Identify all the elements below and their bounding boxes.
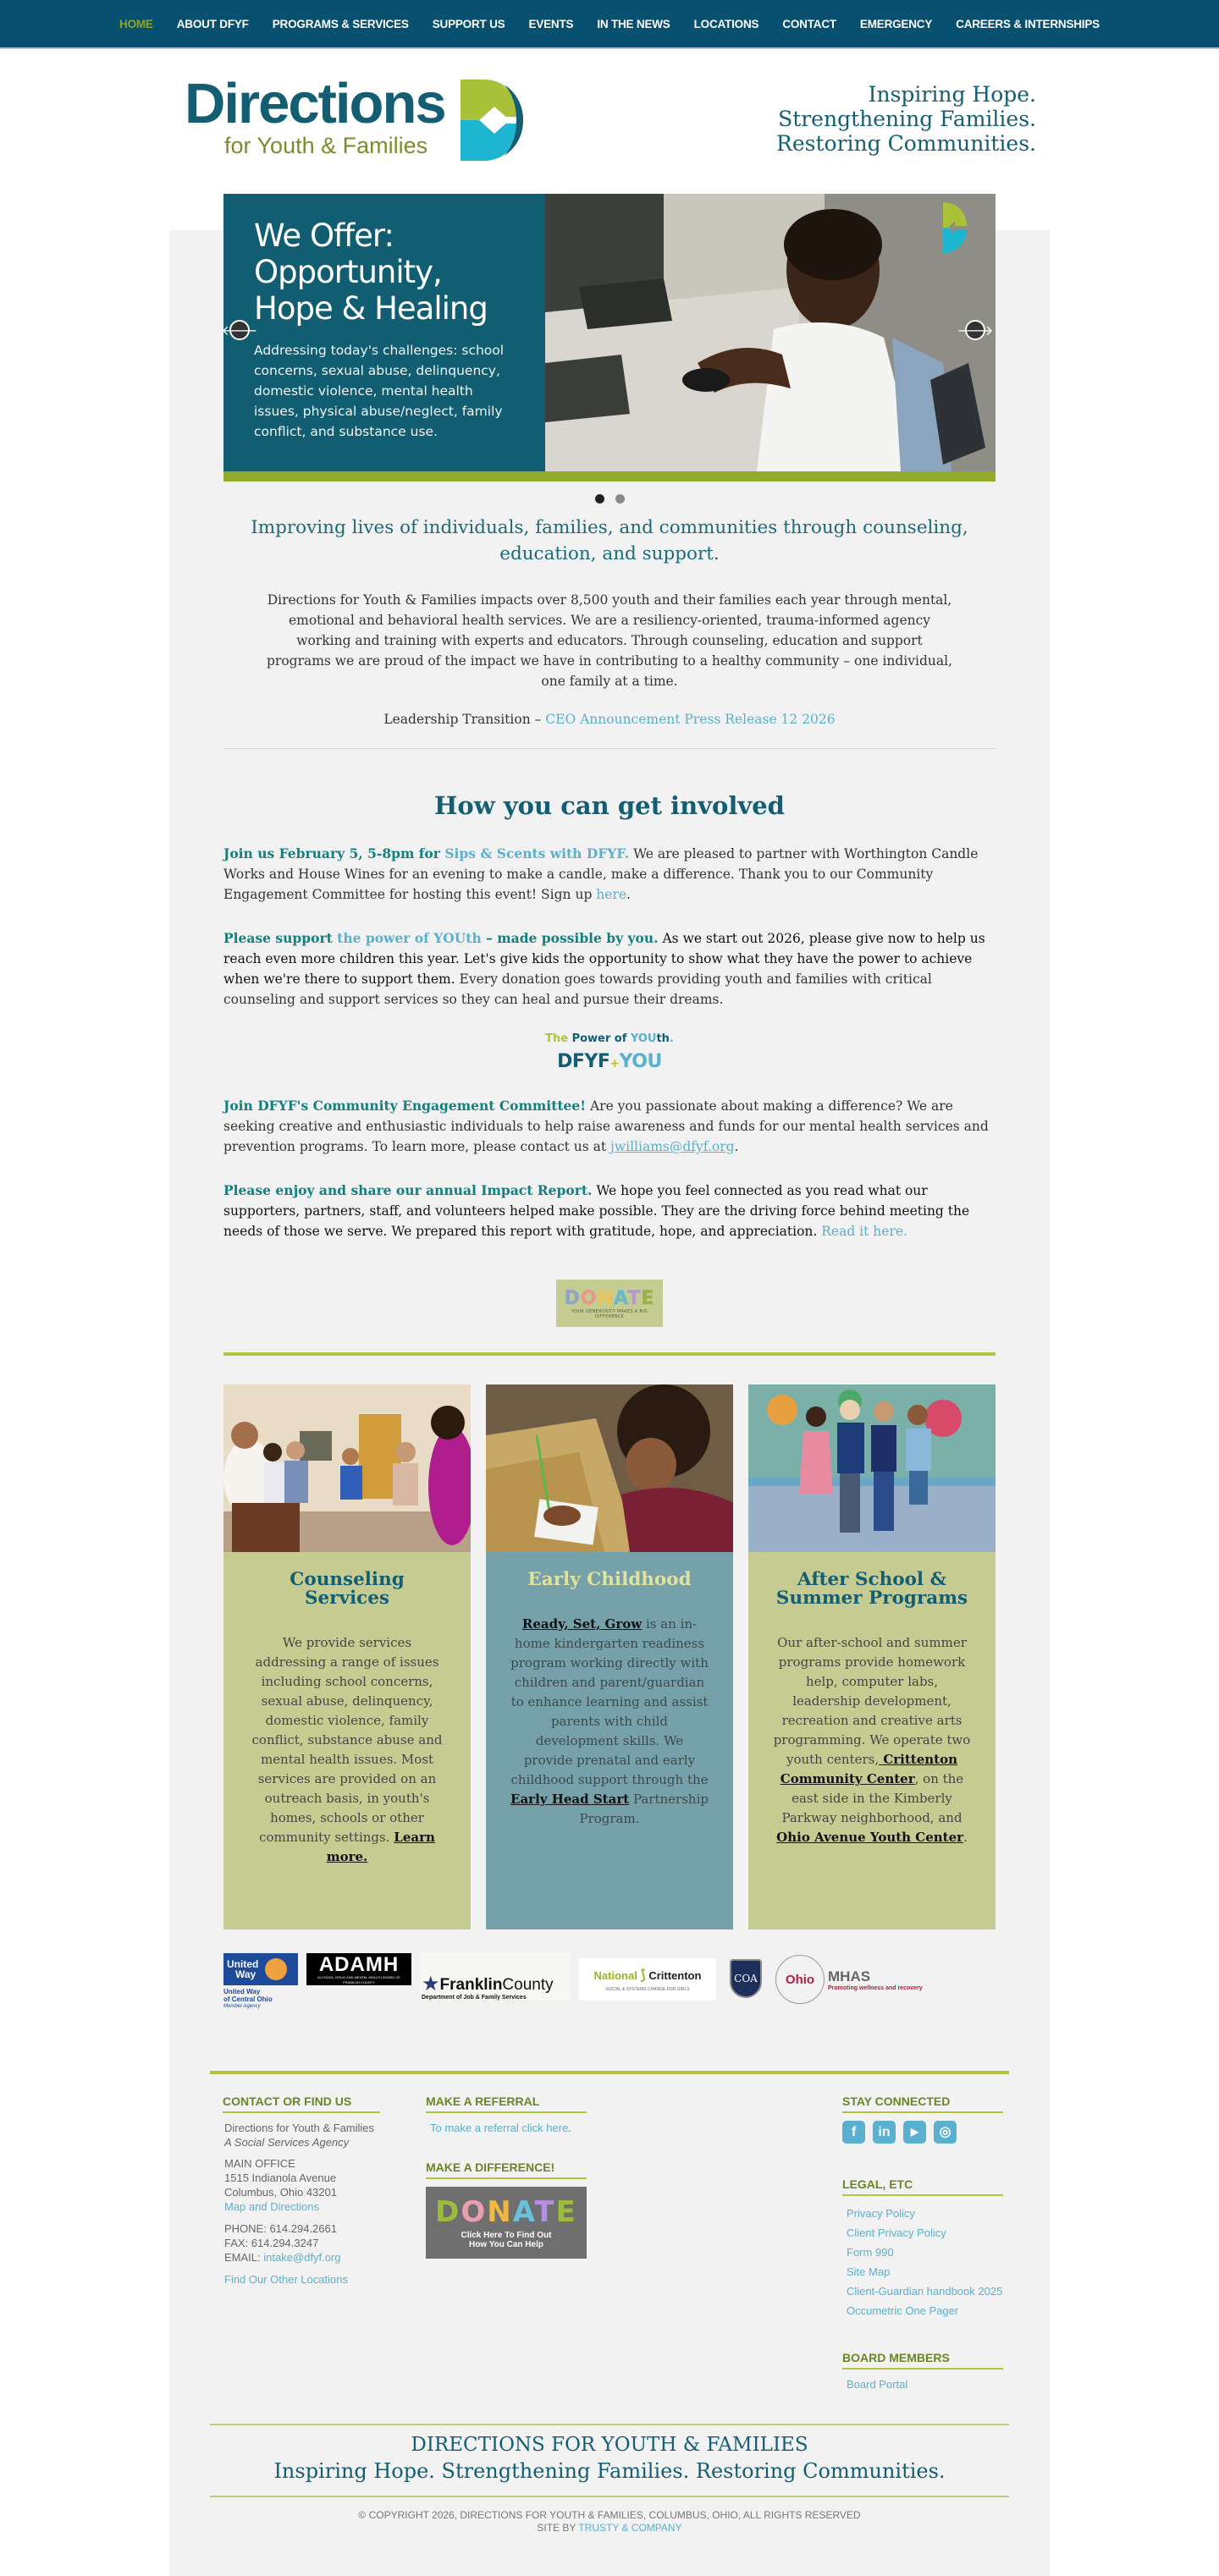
kids-walking-photo	[748, 1384, 996, 1552]
section-divider-green	[223, 1352, 996, 1356]
referral-end: .	[568, 2122, 571, 2134]
sips-scents-paragraph	[223, 844, 996, 905]
card-body	[486, 1552, 733, 1929]
arrow-left-icon: 🡐	[221, 322, 258, 339]
donate-letter: O	[461, 2194, 488, 2229]
para-text: Every donation goes towards providing youth and families with critical counseling and support services so they can heal and pursue their dreams.	[223, 972, 932, 1007]
slide-title-line: Hope & Healing	[254, 290, 488, 327]
power-of-youth-paragraph	[223, 928, 996, 1010]
franklin-county-logo[interactable]	[420, 1953, 571, 2001]
hero-slider	[223, 194, 996, 482]
card-title: After School & Summer Programs	[775, 1569, 968, 1609]
tagline-line: Strengthening Families.	[778, 107, 1036, 131]
footer-heading: MAKE A REFERRAL	[426, 2094, 587, 2113]
united-way-hand-icon	[265, 1958, 287, 1980]
ready-set-grow-link[interactable]: Ready, Set, Grow	[521, 1616, 643, 1632]
uw-text: Way	[235, 1968, 256, 1980]
copyright-text: © COPYRIGHT 2026, DIRECTIONS FOR YOUTH & FAMILIES, COLUMBUS, OHIO, ALL RIGHTS RESERVED	[358, 2509, 861, 2521]
para-text: As we start out 2026, please give now to help us reach even more children this year. Let's give kids the opportunity to show what they have the power to achieve when we're there to support them.	[223, 931, 985, 987]
nav-careers[interactable]: CAREERS & INTERNSHIPS	[956, 17, 1100, 30]
card-title: Counseling Services	[290, 1569, 405, 1609]
card-text-content: We provide services addressing a range of issues including school concerns, sexual abuse, delinquency, domestic violence, family conflict, substance abuse and mental health issues. Most services are provided on an outreach basis, in youth's homes, schools or other community settings.	[251, 1635, 443, 1845]
slide-photo-illustration	[545, 194, 996, 471]
donate-letter: N	[597, 1287, 614, 1309]
donate-letter: O	[580, 1287, 598, 1309]
adamh-sub: ALCOHOL, DRUG AND MENTAL HEALTH BOARD OF FRANKLIN COUNTY	[317, 1975, 400, 1984]
counseling-learn-more-link[interactable]: Learn more.	[326, 1830, 435, 1864]
slider-prev-button[interactable]	[221, 320, 258, 340]
para-lead: Please support	[223, 930, 338, 946]
logo-word: DFYF	[557, 1051, 610, 1072]
power-logo-line1	[223, 1032, 996, 1045]
donate-letter: D	[564, 1287, 581, 1309]
franklin-name: County	[502, 1976, 554, 1994]
impact-report-link[interactable]: Read it here.	[821, 1224, 907, 1239]
footer-org-name: DIRECTIONS FOR YOUTH & FAMILIES	[411, 2434, 808, 2456]
office-label: MAIN OFFICE	[224, 2157, 295, 2170]
franklin-name: Franklin	[439, 1976, 503, 1994]
ohio-avenue-center-link[interactable]: Ohio Avenue Youth Center	[776, 1830, 964, 1845]
main-content	[223, 194, 996, 2011]
instagram-icon[interactable]: ◎	[934, 2121, 957, 2144]
footer-heading: MAKE A DIFFERENCE!	[426, 2160, 587, 2179]
nav-news[interactable]: IN THE NEWS	[597, 17, 670, 30]
site-logo[interactable]	[185, 72, 523, 161]
footer-donate-button[interactable]	[426, 2187, 587, 2259]
ceo-announcement-link[interactable]: CEO Announcement Press Release 12 2026	[545, 712, 836, 727]
franklin-sub: Department of Job & Family Services	[422, 1995, 527, 2001]
ohio-seal: Ohio	[775, 1955, 825, 2004]
form-990-link[interactable]: Form 990	[847, 2246, 894, 2259]
uw-caption: Member Agency	[223, 2004, 261, 2009]
address-line: Columbus, Ohio 43201	[224, 2186, 337, 2199]
main-nav	[0, 0, 1219, 49]
referral-link[interactable]: To make a referral click here	[430, 2122, 569, 2134]
logo-word: +	[610, 1057, 620, 1071]
footer-divider	[210, 2071, 1009, 2074]
fax-number: FAX: 614.294.3247	[224, 2237, 319, 2249]
email-line	[224, 2250, 380, 2265]
map-directions-link[interactable]: Map and Directions	[224, 2200, 319, 2213]
card-counseling	[223, 1384, 471, 1929]
para-text: We are pleased to partner with Worthington Candle Works and House Wines for an evening to make a candle, make a difference. Thank you to our Community Engagement Committee for hosting this event! Sign up	[223, 846, 979, 902]
para-text: We hope you feel connected as you read what our supporters, partners, staff, and volunteers helped make possible. They are the driving force behind meeting the needs of those we serve. We prepared this report with gratitude, hope, and appreciation.	[223, 1183, 970, 1239]
footer-right-column	[842, 2094, 1003, 2392]
power-of-youth-logo[interactable]	[223, 1032, 996, 1072]
mhas-sub: Promoting wellness and recovery	[828, 1984, 923, 1991]
uw-text: United	[227, 1958, 259, 1970]
donate-word	[435, 2194, 577, 2229]
nav-about[interactable]: ABOUT DFYF	[176, 17, 249, 30]
logo-word: .	[669, 1032, 674, 1045]
footer-referral	[426, 2094, 587, 2259]
card-early-childhood	[486, 1384, 733, 1929]
mission-statement: Improving lives of individuals, families, and communities through counseling, education, and support.	[251, 517, 968, 564]
org-name: Directions for Youth & Families	[224, 2122, 375, 2134]
card-body	[748, 1552, 996, 1929]
card-text-content: .	[963, 1830, 968, 1845]
logo-word: Power of	[571, 1032, 631, 1045]
logo-word: th	[656, 1032, 670, 1045]
logo-d-arrow-icon	[461, 80, 523, 161]
client-privacy-policy-link[interactable]: Client Privacy Policy	[847, 2226, 946, 2239]
card-text-content: is an in-home kindergarten readiness program working directly with children and parent/guardian to enhance learning and assist parents with child development skills. We provide prenatal and early childhood support through the	[510, 1616, 709, 1787]
logo-wordmark: Directions	[185, 72, 445, 135]
slide-text-panel	[223, 194, 545, 471]
card-text-content: , on the east side in the Kimberly Parkway neighborhood, and	[781, 1771, 964, 1825]
united-way-logo[interactable]	[223, 1953, 298, 2011]
footer-heading: BOARD MEMBERS	[842, 2351, 1003, 2370]
nav-locations[interactable]: LOCATIONS	[693, 17, 759, 30]
adamh-logo[interactable]	[306, 1953, 411, 1985]
donate-subtext: YOUR GENEROSITY MAKES A BIG DIFFERENCE	[571, 1308, 648, 1319]
donate-sub: How You Can Help	[469, 2239, 543, 2249]
donate-letter: E	[641, 1287, 655, 1309]
impact-report-paragraph	[223, 1181, 996, 1241]
coa-badge: COA	[730, 1959, 762, 1998]
occumetric-link[interactable]: Occumetric One Pager	[847, 2304, 959, 2317]
org-type: A Social Services Agency	[224, 2136, 350, 2149]
copyright	[210, 2509, 1009, 2535]
footer-divider	[210, 2424, 1009, 2425]
email-label: EMAIL:	[224, 2251, 264, 2264]
para-lead: – made possible by you.	[481, 930, 659, 946]
para-text: Are you passionate about making a difference? We are seeking creative and enthusiastic individuals to help raise awareness and funds for our mental health services and prevention programs. To learn more, please contact us at	[223, 1098, 989, 1154]
involved-heading: How you can get involved	[434, 791, 785, 820]
counseling-photo	[223, 1384, 471, 1552]
crittenton-sub: SOCIAL & SYSTEMS CHANGE FOR GIRLS	[605, 1987, 690, 1992]
nav-programs[interactable]: PROGRAMS & SERVICES	[272, 17, 409, 30]
donate-letter: T	[534, 2194, 556, 2229]
site-map-link[interactable]: Site Map	[847, 2265, 891, 2278]
para-lead: Join us February 5, 5-8pm for	[223, 845, 445, 861]
uw-caption: United Way	[223, 1988, 261, 1995]
national-crittenton-logo[interactable]	[579, 1958, 716, 2001]
nav-emergency[interactable]: EMERGENCY	[859, 17, 933, 30]
slide-title	[254, 217, 515, 327]
section-divider	[223, 748, 996, 749]
nav-home[interactable]: HOME	[119, 17, 153, 30]
uw-caption: of Central Ohio	[223, 1995, 273, 2003]
slider-next-button[interactable]	[957, 320, 994, 340]
card-text	[247, 1633, 447, 1867]
intro-paragraph: Directions for Youth & Families impacts over 8,500 youth and their families each year through mental, emotional and behavioral health services. We are a resiliency-oriented, trauma-informed agency working and training with experts and educators. Through counseling, education and support programs we are proud of the impact we have in contributing to a healthy community – one individual, one family at a time.	[266, 592, 953, 689]
header-tagline	[776, 82, 1036, 156]
slider-dots	[223, 494, 996, 504]
ohio-mhas-logo[interactable]	[775, 1955, 923, 2004]
phone-number: PHONE: 614.294.2661	[224, 2222, 337, 2235]
social-icons	[842, 2121, 1003, 2144]
footer-heading: LEGAL, ETC	[842, 2177, 1003, 2196]
address-line: 1515 Indianola Avenue	[224, 2171, 337, 2184]
donate-letter: D	[435, 2194, 461, 2229]
footer-heading: STAY CONNECTED	[842, 2094, 1003, 2113]
signup-here-link[interactable]: here	[596, 887, 627, 902]
board-portal-link[interactable]: Board Portal	[847, 2378, 908, 2391]
mhas-name: MHAS	[828, 1968, 871, 1984]
logo-word: The	[545, 1032, 572, 1045]
donate-letter: N	[487, 2194, 513, 2229]
after-school-photo	[748, 1384, 996, 1552]
slide-photo-boy-at-computer	[545, 194, 996, 471]
intake-email-link[interactable]: intake@dfyf.org	[263, 2251, 341, 2264]
logo-word: YOU	[630, 1032, 657, 1045]
footer-divider	[210, 2496, 1009, 2497]
tagline-line: Restoring Communities.	[776, 131, 1036, 156]
card-after-school	[748, 1384, 996, 1929]
card-text-content: Our after-school and summer programs provide homework help, computer labs, leadership development, recreation and creative arts programming. We operate two youth centers,	[773, 1635, 971, 1767]
donate-letter: A	[614, 1287, 628, 1309]
youtube-icon[interactable]: ▶	[903, 2121, 926, 2144]
card-text	[772, 1633, 972, 1847]
adamh-name: ADAMH	[318, 1953, 400, 1976]
handbook-link[interactable]: Client-Guardian handbook 2025	[847, 2285, 1003, 2298]
footer-heading: CONTACT OR FIND US	[223, 2094, 380, 2113]
donate-letter: E	[555, 2194, 577, 2229]
card-title: Early Childhood	[527, 1569, 692, 1590]
card-text	[510, 1615, 709, 1829]
donate-sub: Click Here To Find Out	[461, 2230, 552, 2240]
card-text-content: Partnership Program.	[579, 1792, 709, 1826]
logo-word: YOU	[619, 1051, 662, 1072]
program-cards	[223, 1384, 996, 1929]
tagline-line: Inspiring Hope.	[868, 82, 1036, 107]
arrow-right-icon: 🡒	[957, 322, 994, 339]
footer-tagline: Inspiring Hope. Strengthening Families. Restoring Communities.	[273, 2459, 946, 2483]
slide-body: Addressing today's challenges: school concerns, sexual abuse, delinquency, domestic violence, mental health issues, physical abuse/neglect, family conflict, and substance use.	[254, 343, 505, 439]
power-logo-line2	[223, 1051, 996, 1072]
leaf-icon: ⟆	[640, 1968, 646, 1983]
facebook-icon[interactable]: f	[842, 2121, 865, 2144]
other-locations-link[interactable]: Find Our Other Locations	[224, 2273, 348, 2286]
privacy-policy-link[interactable]: Privacy Policy	[847, 2207, 915, 2220]
counseling-group-photo	[223, 1384, 471, 1552]
para-lead: Join DFYF's Community Engagement Committee!	[223, 1098, 587, 1114]
slide-title-line: We Offer:	[254, 217, 394, 254]
para-end: .	[626, 887, 631, 902]
sips-scents-link[interactable]: Sips & Scents with DFYF.	[444, 845, 630, 861]
donate-banner-button[interactable]	[556, 1280, 663, 1327]
para-end: .	[734, 1139, 739, 1154]
leadership-line	[223, 712, 996, 727]
nav-support[interactable]: SUPPORT US	[432, 17, 505, 30]
donate-letter: A	[512, 2194, 535, 2229]
donate-letter: T	[627, 1287, 642, 1309]
child-drawing-photo	[486, 1384, 733, 1552]
linkedin-icon[interactable]: in	[873, 2121, 896, 2144]
para-lead: Please enjoy and share our annual Impact Report.	[223, 1182, 593, 1198]
site-by-label: SITE BY	[537, 2522, 579, 2534]
slide-accent-bar	[223, 471, 996, 482]
logo-subtitle: for Youth & Families	[224, 133, 428, 158]
slide-title-line: Opportunity,	[254, 254, 442, 290]
star-icon: ★	[422, 1973, 440, 1995]
power-of-youth-link[interactable]: the power of YOUth	[337, 930, 482, 946]
footer-contact	[223, 2094, 380, 2287]
committee-paragraph	[223, 1096, 996, 1157]
early-childhood-photo	[486, 1384, 733, 1552]
crittenton-name: National	[593, 1969, 637, 1982]
nav-events[interactable]: EVENTS	[528, 17, 574, 30]
card-body	[223, 1552, 471, 1929]
trusty-company-link[interactable]: TRUSTY & COMPANY	[578, 2522, 682, 2534]
nav-contact[interactable]: CONTACT	[782, 17, 836, 30]
committee-email-link[interactable]: jwilliams@dfyf.org	[610, 1139, 735, 1154]
crittenton-center-link[interactable]: Crittenton Community Center	[780, 1752, 958, 1786]
coa-logo[interactable]	[725, 1957, 767, 2001]
early-head-start-link[interactable]: Early Head Start	[510, 1792, 630, 1807]
leadership-label: Leadership Transition –	[383, 712, 546, 727]
slider-dot-1[interactable]	[595, 494, 604, 504]
slider-dot-2[interactable]	[615, 494, 625, 504]
crittenton-name: Crittenton	[648, 1969, 702, 1982]
donate-word	[565, 1288, 655, 1309]
partner-logos	[223, 1953, 996, 2011]
